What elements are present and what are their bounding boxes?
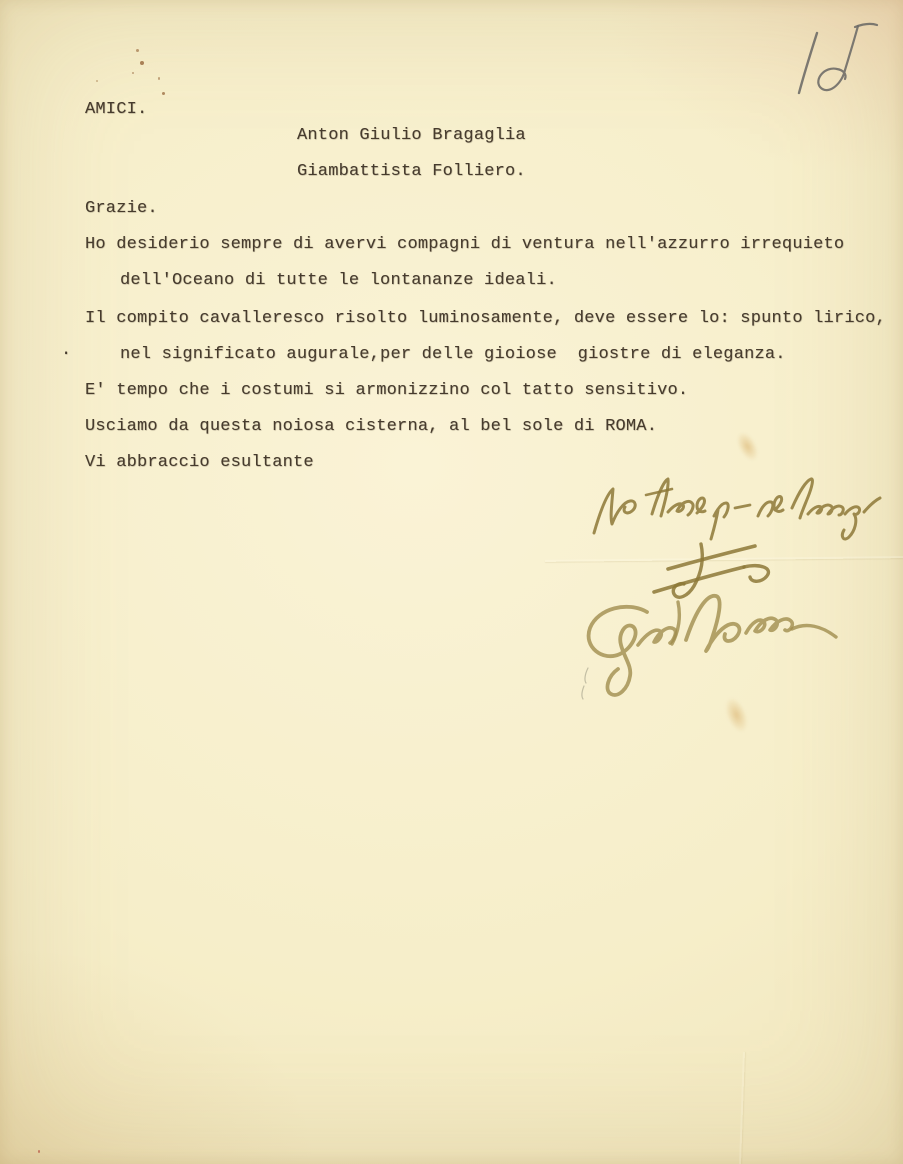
stray-period-mark: . <box>61 341 72 360</box>
thanks-line: Grazie. <box>85 199 158 218</box>
handwritten-note <box>594 479 880 539</box>
body-line-2b: nel significato augurale,per delle gioiose giostre di eleganza. <box>120 345 786 364</box>
page-number-pencil <box>799 24 877 93</box>
body-line-1b: dell'Oceano di tutte le lontananze ideali. <box>120 271 557 290</box>
body-line-1: Ho desiderio sempre di avervi compagni di ventura nell'azzurro irrequieto <box>85 235 845 254</box>
addressee-line-2: Giambattista Folliero. <box>297 162 526 181</box>
closing-line: Vi abbraccio esultante <box>85 453 314 472</box>
addressee-line-1: Anton Giulio Bragaglia <box>297 126 526 145</box>
body-line-4: Usciamo da questa noiosa cisterna, al bel sole di ROMA. <box>85 417 658 436</box>
body-line-3: E' tempo che i costumi si armonizzino col tatto sensitivo. <box>85 381 689 400</box>
pencil-scribble <box>582 668 588 699</box>
body-line-2: Il compito cavalleresco risolto luminosamente, deve essere lo: spunto lirico, <box>85 309 886 328</box>
handwritten-signature <box>589 596 836 695</box>
signature-paraph <box>654 544 768 597</box>
salutation-line: AMICI. <box>85 100 148 119</box>
